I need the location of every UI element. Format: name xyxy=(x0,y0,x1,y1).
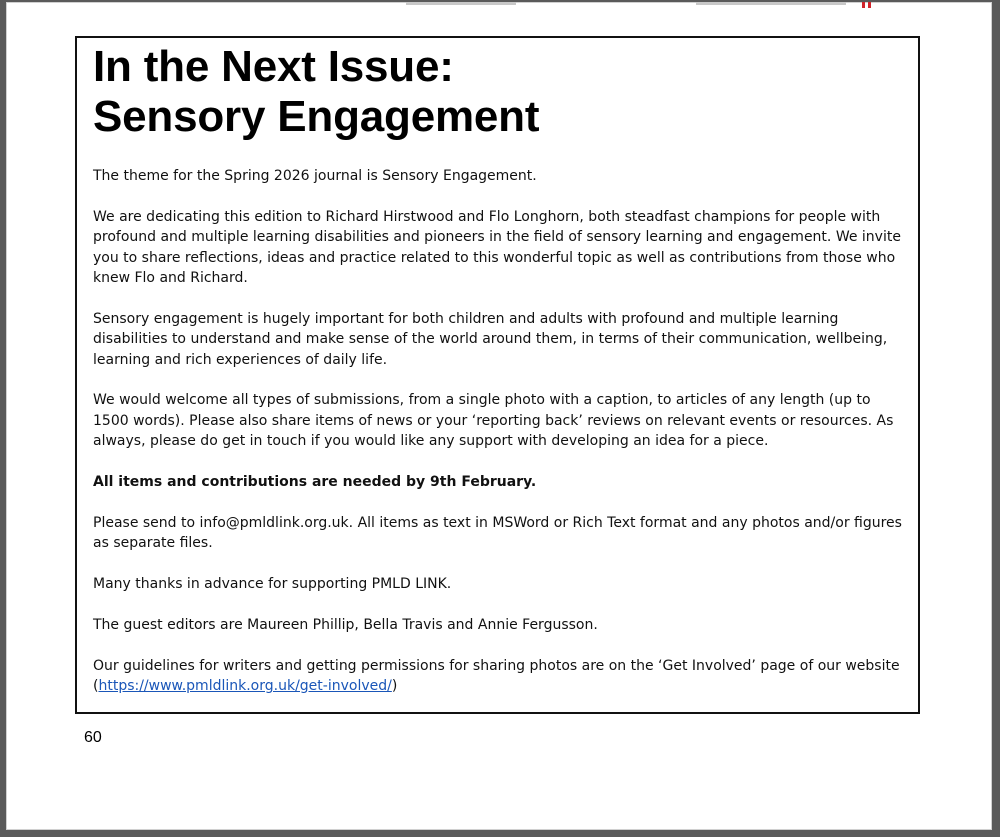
importance-paragraph: Sensory engagement is hugely important for both children and adults with profound and multiple learning disabilities to understand and make sense of the world around them, in terms of their communication, wellbeing, learning and rich experiences of daily life. xyxy=(93,310,888,368)
previous-page-remnant xyxy=(6,2,992,8)
theme-paragraph: The theme for the Spring 2026 journal is Sensory Engagement. xyxy=(93,168,537,184)
dedication-paragraph: We are dedicating this edition to Richard Hirstwood and Flo Longhorn, both steadfast champions for people with profound and multiple learning disabilities and pioneers in the field of sensory learning and engagement. We invite you to share reflections, ideas and practice related to this wonderful topic as well as contributions from those who knew Flo and Richard. xyxy=(93,208,901,287)
editors-paragraph: The guest editors are Maureen Phillip, Bella Travis and Annie Fergusson. xyxy=(93,616,598,633)
red-accent-mark xyxy=(862,2,874,8)
page-number: 60 xyxy=(84,729,102,746)
next-issue-panel xyxy=(75,36,920,714)
guidelines-close: ) xyxy=(391,678,398,695)
guidelines-text: Our guidelines for writers and getting permissions for sharing photos are on the ‘Get Involved’ page of our website ( xyxy=(93,657,900,695)
deadline-paragraph: All items and contributions are needed by 9th February. xyxy=(93,474,537,491)
guidelines-paragraph xyxy=(93,656,902,697)
get-involved-link[interactable]: https://www.pmldlink.org.uk/get-involved/ xyxy=(98,678,392,695)
article-body xyxy=(93,166,902,696)
headline-line-2: Sensory Engagement xyxy=(93,92,540,141)
thanks-paragraph: Many thanks in advance for supporting PMLD LINK. xyxy=(93,576,452,593)
headline xyxy=(93,42,902,142)
document-page xyxy=(6,2,992,830)
send-paragraph: Please send to info@pmldlink.org.uk. All items as text in MSWord or Rich Text format and any photos and/or figures as separate files. xyxy=(93,514,902,552)
headline-line-1: In the Next Issue: xyxy=(93,42,454,91)
submissions-paragraph: We would welcome all types of submissions, from a single photo with a caption, to articles of any length (up to 1500 words). Please also share items of news or your ‘reporting back’ reviews on relevant events or resources. As always, please do get in touch if you would like any support with developing an idea for a piece. xyxy=(93,392,894,450)
